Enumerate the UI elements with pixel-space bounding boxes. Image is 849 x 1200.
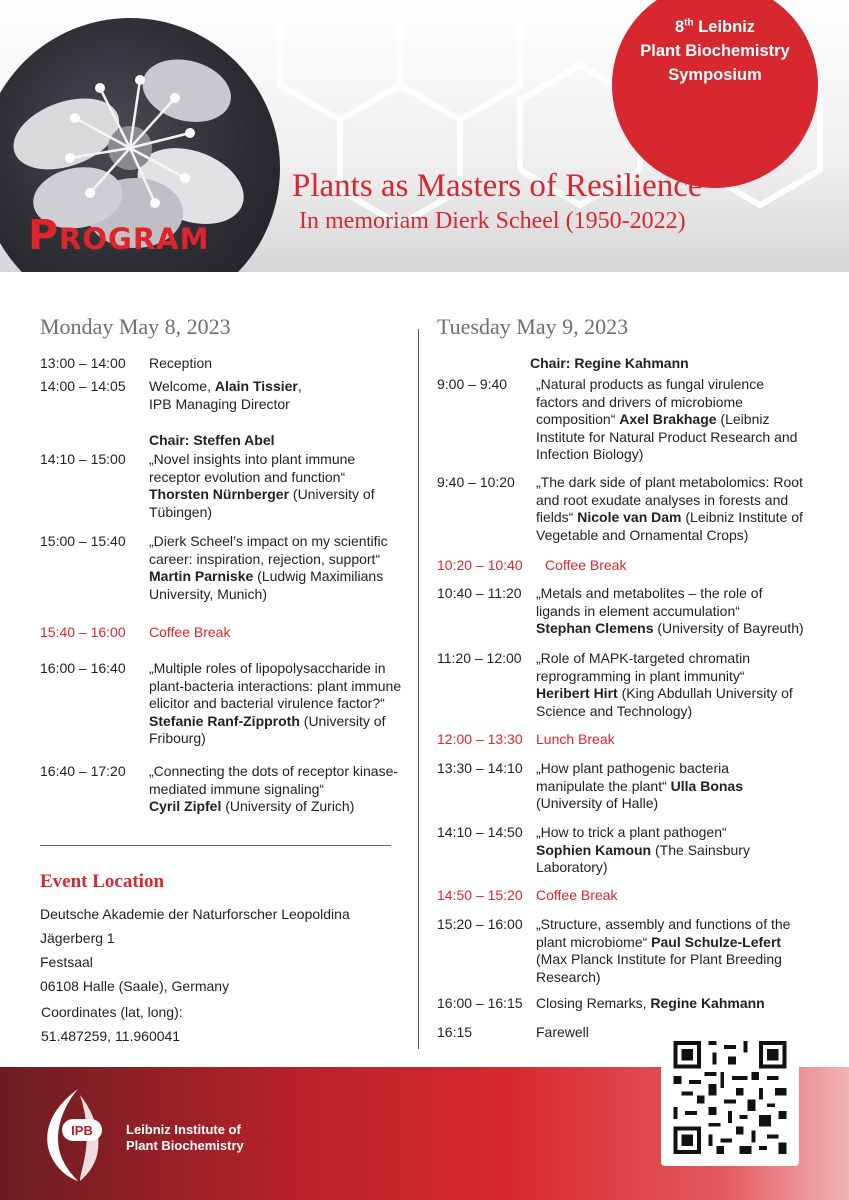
event-location-address: Deutsche Akademie der Naturforscher Leopoldina Jägerberg 1 Festsaal 06108 Halle (Saale), Germany (40, 906, 350, 994)
qr-code-icon (673, 1041, 787, 1154)
svg-text:IPB: IPB (71, 1123, 93, 1138)
page-title: Plants as Masters of Resilience (292, 168, 703, 204)
coordinates: Coordinates (lat, long): 51.487259, 11.960041 (41, 1004, 183, 1044)
page-subtitle: In memoriam Dierk Scheel (1950-2022) (299, 208, 686, 234)
column-divider (418, 329, 419, 1049)
event-location-title: Event Location (40, 871, 165, 892)
badge-line-2: Plant Biochemistry (640, 42, 790, 60)
program-label: Program (28, 211, 210, 259)
chair-label: Chair: Regine Kahmann (530, 355, 689, 371)
chair-label: Chair: Steffen Abel (149, 432, 275, 448)
qr-code[interactable] (661, 1029, 799, 1166)
institute-name: Leibniz Institute of Plant Biochemistry (126, 1122, 244, 1153)
ipb-logo-icon (36, 1085, 126, 1185)
section-divider (40, 845, 391, 846)
tuesday-heading: Tuesday May 9, 2023 (437, 314, 629, 339)
header-banner (0, 0, 849, 272)
monday-heading: Monday May 8, 2023 (40, 314, 231, 339)
badge-line-1: 8th Leibniz (674, 17, 756, 36)
badge-line-3: Symposium (668, 66, 762, 84)
